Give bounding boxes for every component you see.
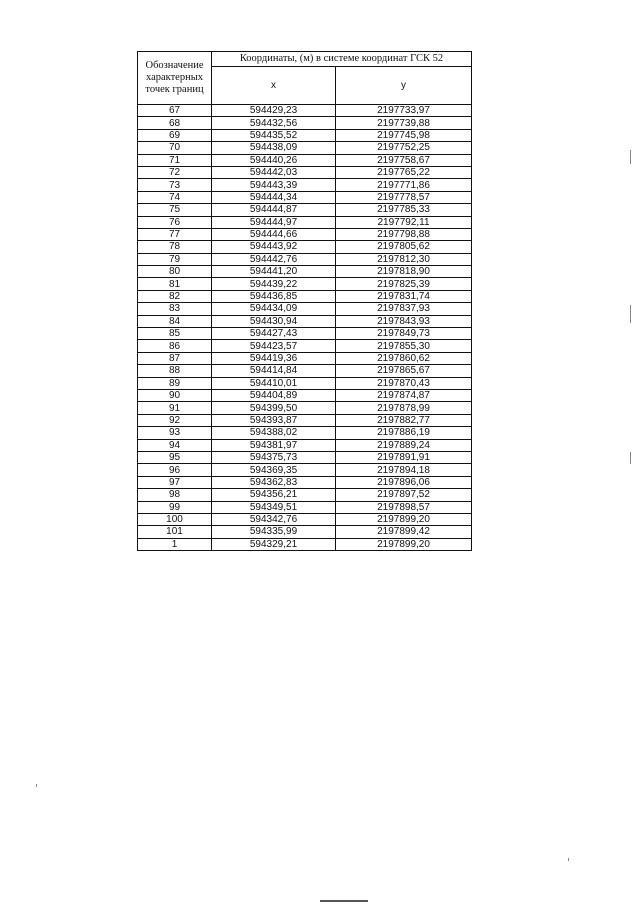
y-coordinate-cell: 2197865,67 [336,365,472,377]
x-coordinate-cell: 594335,99 [212,526,336,538]
x-coordinate-cell: 594419,36 [212,352,336,364]
y-coordinate-cell: 2197758,67 [336,154,472,166]
x-coordinate-cell: 594444,87 [212,204,336,216]
x-coordinate-cell: 594443,39 [212,179,336,191]
y-coordinate-cell: 2197899,42 [336,526,472,538]
y-coordinate-cell: 2197785,33 [336,204,472,216]
point-cell: 84 [138,315,212,327]
point-cell: 97 [138,476,212,488]
scan-mark-bottom-left [36,784,37,787]
y-coordinate-cell: 2197792,11 [336,216,472,228]
x-coordinate-cell: 594434,09 [212,303,336,315]
y-coordinate-cell: 2197778,57 [336,191,472,203]
point-cell: 78 [138,241,212,253]
point-cell: 77 [138,228,212,240]
table-row [138,402,472,414]
table-row [138,166,472,178]
point-cell: 80 [138,266,212,278]
point-cell: 67 [138,105,212,117]
table-row [138,315,472,327]
table-row [138,352,472,364]
coordinates-system-header: Координаты, (м) в системе координат ГСК 52 [212,52,472,67]
y-coordinate-cell: 2197860,62 [336,352,472,364]
point-cell: 76 [138,216,212,228]
table-row [138,340,472,352]
y-coordinate-cell: 2197897,52 [336,489,472,501]
x-coordinate-cell: 594423,57 [212,340,336,352]
y-coordinate-cell: 2197752,25 [336,142,472,154]
y-column-header: y [336,66,472,104]
y-coordinate-cell: 2197733,97 [336,105,472,117]
table-row [138,389,472,401]
y-coordinate-cell: 2197878,99 [336,402,472,414]
x-coordinate-cell: 594432,56 [212,117,336,129]
y-coordinate-cell: 2197825,39 [336,278,472,290]
x-coordinate-cell: 594443,92 [212,241,336,253]
y-coordinate-cell: 2197898,57 [336,501,472,513]
point-cell: 81 [138,278,212,290]
x-coordinate-cell: 594375,73 [212,451,336,463]
point-cell: 98 [138,489,212,501]
point-cell: 100 [138,513,212,525]
point-cell: 90 [138,389,212,401]
x-coordinate-cell: 594429,23 [212,105,336,117]
table-row [138,501,472,513]
x-coordinate-cell: 594438,09 [212,142,336,154]
table-row [138,377,472,389]
table-row [138,526,472,538]
y-coordinate-cell: 2197896,06 [336,476,472,488]
point-cell: 68 [138,117,212,129]
point-cell: 99 [138,501,212,513]
x-coordinate-cell: 594356,21 [212,489,336,501]
table-row [138,489,472,501]
x-coordinate-cell: 594369,35 [212,464,336,476]
y-coordinate-cell: 2197831,74 [336,290,472,302]
table-row [138,538,472,550]
scan-mark-right-3 [630,452,631,464]
y-coordinate-cell: 2197745,98 [336,129,472,141]
table-row [138,328,472,340]
point-cell: 83 [138,303,212,315]
x-coordinate-cell: 594435,52 [212,129,336,141]
y-coordinate-cell: 2197818,90 [336,266,472,278]
point-cell: 92 [138,414,212,426]
table-row [138,179,472,191]
table-row [138,228,472,240]
table-row [138,414,472,426]
point-cell: 88 [138,365,212,377]
point-cell: 87 [138,352,212,364]
scan-mark-right-1 [630,150,631,164]
table-row [138,266,472,278]
table-row [138,204,472,216]
x-coordinate-cell: 594362,83 [212,476,336,488]
y-coordinate-cell: 2197739,88 [336,117,472,129]
x-coordinate-cell: 594430,94 [212,315,336,327]
coordinates-table-header [138,52,472,105]
point-cell: 72 [138,166,212,178]
x-coordinate-cell: 594329,21 [212,538,336,550]
coordinates-table-body [138,105,472,551]
table-row [138,303,472,315]
x-coordinate-cell: 594439,22 [212,278,336,290]
table-row [138,216,472,228]
footer-line [320,900,368,902]
y-coordinate-cell: 2197765,22 [336,166,472,178]
y-coordinate-cell: 2197891,91 [336,451,472,463]
x-coordinate-cell: 594440,26 [212,154,336,166]
y-coordinate-cell: 2197837,93 [336,303,472,315]
x-column-header: x [212,66,336,104]
point-cell: 86 [138,340,212,352]
table-row [138,290,472,302]
y-coordinate-cell: 2197798,88 [336,228,472,240]
y-coordinate-cell: 2197870,43 [336,377,472,389]
y-coordinate-cell: 2197899,20 [336,513,472,525]
table-row [138,191,472,203]
point-cell: 79 [138,253,212,265]
x-coordinate-cell: 594414,84 [212,365,336,377]
point-cell: 71 [138,154,212,166]
x-coordinate-cell: 594444,34 [212,191,336,203]
table-row [138,513,472,525]
point-cell: 1 [138,538,212,550]
point-cell: 85 [138,328,212,340]
point-cell: 82 [138,290,212,302]
table-row [138,451,472,463]
point-cell: 69 [138,129,212,141]
point-cell: 94 [138,439,212,451]
x-coordinate-cell: 594381,97 [212,439,336,451]
y-coordinate-cell: 2197894,18 [336,464,472,476]
y-coordinate-cell: 2197889,24 [336,439,472,451]
y-coordinate-cell: 2197882,77 [336,414,472,426]
table-row [138,476,472,488]
table-row [138,365,472,377]
point-cell: 89 [138,377,212,389]
y-coordinate-cell: 2197886,19 [336,427,472,439]
table-row [138,142,472,154]
point-cell: 95 [138,451,212,463]
table-row [138,105,472,117]
x-coordinate-cell: 594427,43 [212,328,336,340]
point-cell: 101 [138,526,212,538]
table-row [138,129,472,141]
y-coordinate-cell: 2197771,86 [336,179,472,191]
coordinates-table [137,51,472,551]
x-coordinate-cell: 594442,03 [212,166,336,178]
y-coordinate-cell: 2197805,62 [336,241,472,253]
table-row [138,117,472,129]
y-coordinate-cell: 2197874,87 [336,389,472,401]
x-coordinate-cell: 594393,87 [212,414,336,426]
table-row [138,278,472,290]
y-coordinate-cell: 2197843,93 [336,315,472,327]
table-row [138,241,472,253]
table-row [138,464,472,476]
y-coordinate-cell: 2197812,30 [336,253,472,265]
point-cell: 75 [138,204,212,216]
y-coordinate-cell: 2197899,20 [336,538,472,550]
x-coordinate-cell: 594441,20 [212,266,336,278]
x-coordinate-cell: 594436,85 [212,290,336,302]
table-row [138,427,472,439]
point-designation-header: Обозначение характерных точек границ [138,52,212,105]
point-cell: 91 [138,402,212,414]
point-cell: 74 [138,191,212,203]
scan-mark-right-2 [630,305,631,323]
point-cell: 70 [138,142,212,154]
scan-mark-bottom-right [568,858,569,861]
x-coordinate-cell: 594444,97 [212,216,336,228]
point-cell: 96 [138,464,212,476]
point-cell: 73 [138,179,212,191]
x-coordinate-cell: 594410,01 [212,377,336,389]
x-coordinate-cell: 594442,76 [212,253,336,265]
x-coordinate-cell: 594444,66 [212,228,336,240]
x-coordinate-cell: 594342,76 [212,513,336,525]
table-row [138,439,472,451]
y-coordinate-cell: 2197849,73 [336,328,472,340]
x-coordinate-cell: 594404,89 [212,389,336,401]
table-row [138,154,472,166]
x-coordinate-cell: 594388,02 [212,427,336,439]
y-coordinate-cell: 2197855,30 [336,340,472,352]
point-cell: 93 [138,427,212,439]
x-coordinate-cell: 594349,51 [212,501,336,513]
table-row [138,253,472,265]
x-coordinate-cell: 594399,50 [212,402,336,414]
